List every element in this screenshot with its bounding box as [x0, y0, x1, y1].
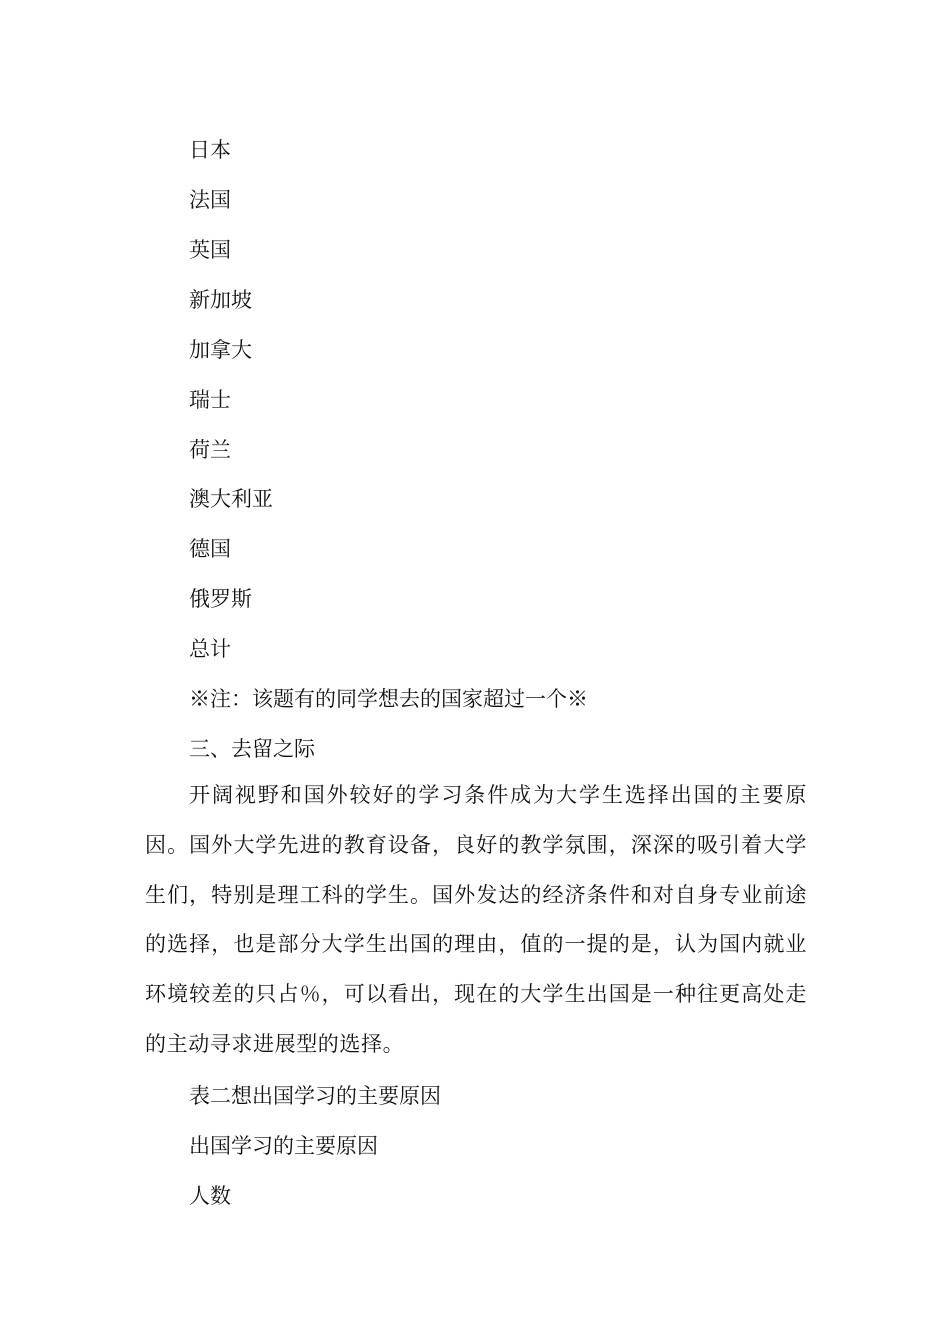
country-canada: 加拿大 [189, 338, 252, 362]
country-netherlands: 荷兰 [189, 438, 231, 462]
country-australia: 澳大利亚 [189, 487, 273, 511]
table-header-count: 人数 [189, 1184, 231, 1208]
country-switzerland: 瑞士 [189, 388, 231, 412]
note-text: ※注：该题有的同学想去的国家超过一个※ [189, 687, 588, 711]
country-germany: 德国 [189, 537, 231, 561]
country-uk: 英国 [189, 238, 231, 262]
country-france: 法国 [189, 188, 231, 212]
country-japan: 日本 [189, 138, 231, 162]
body-paragraph: 开阔视野和国外较好的学习条件成为大学生选择出国的主要原因。国外大学先进的教育设备，良好的教学氛围，深深的吸引着大学生们，特别是理工科的学生。国外发达的经济条件和对自身专业前途的选择，也是部分大学生出国的理由，值的一提的是，认为国内就业环境较差的只占％，可以看出，现在的大学生出国是一种往更高处走的主动寻求进展型的选择。 [145, 783, 807, 1056]
table-header-reason: 出国学习的主要原因 [189, 1134, 378, 1158]
country-russia: 俄罗斯 [189, 587, 252, 611]
total-label: 总计 [189, 637, 231, 661]
section-heading: 三、去留之际 [189, 737, 315, 761]
table-caption: 表二想出国学习的主要原因 [189, 1084, 441, 1108]
country-singapore: 新加坡 [189, 288, 252, 312]
